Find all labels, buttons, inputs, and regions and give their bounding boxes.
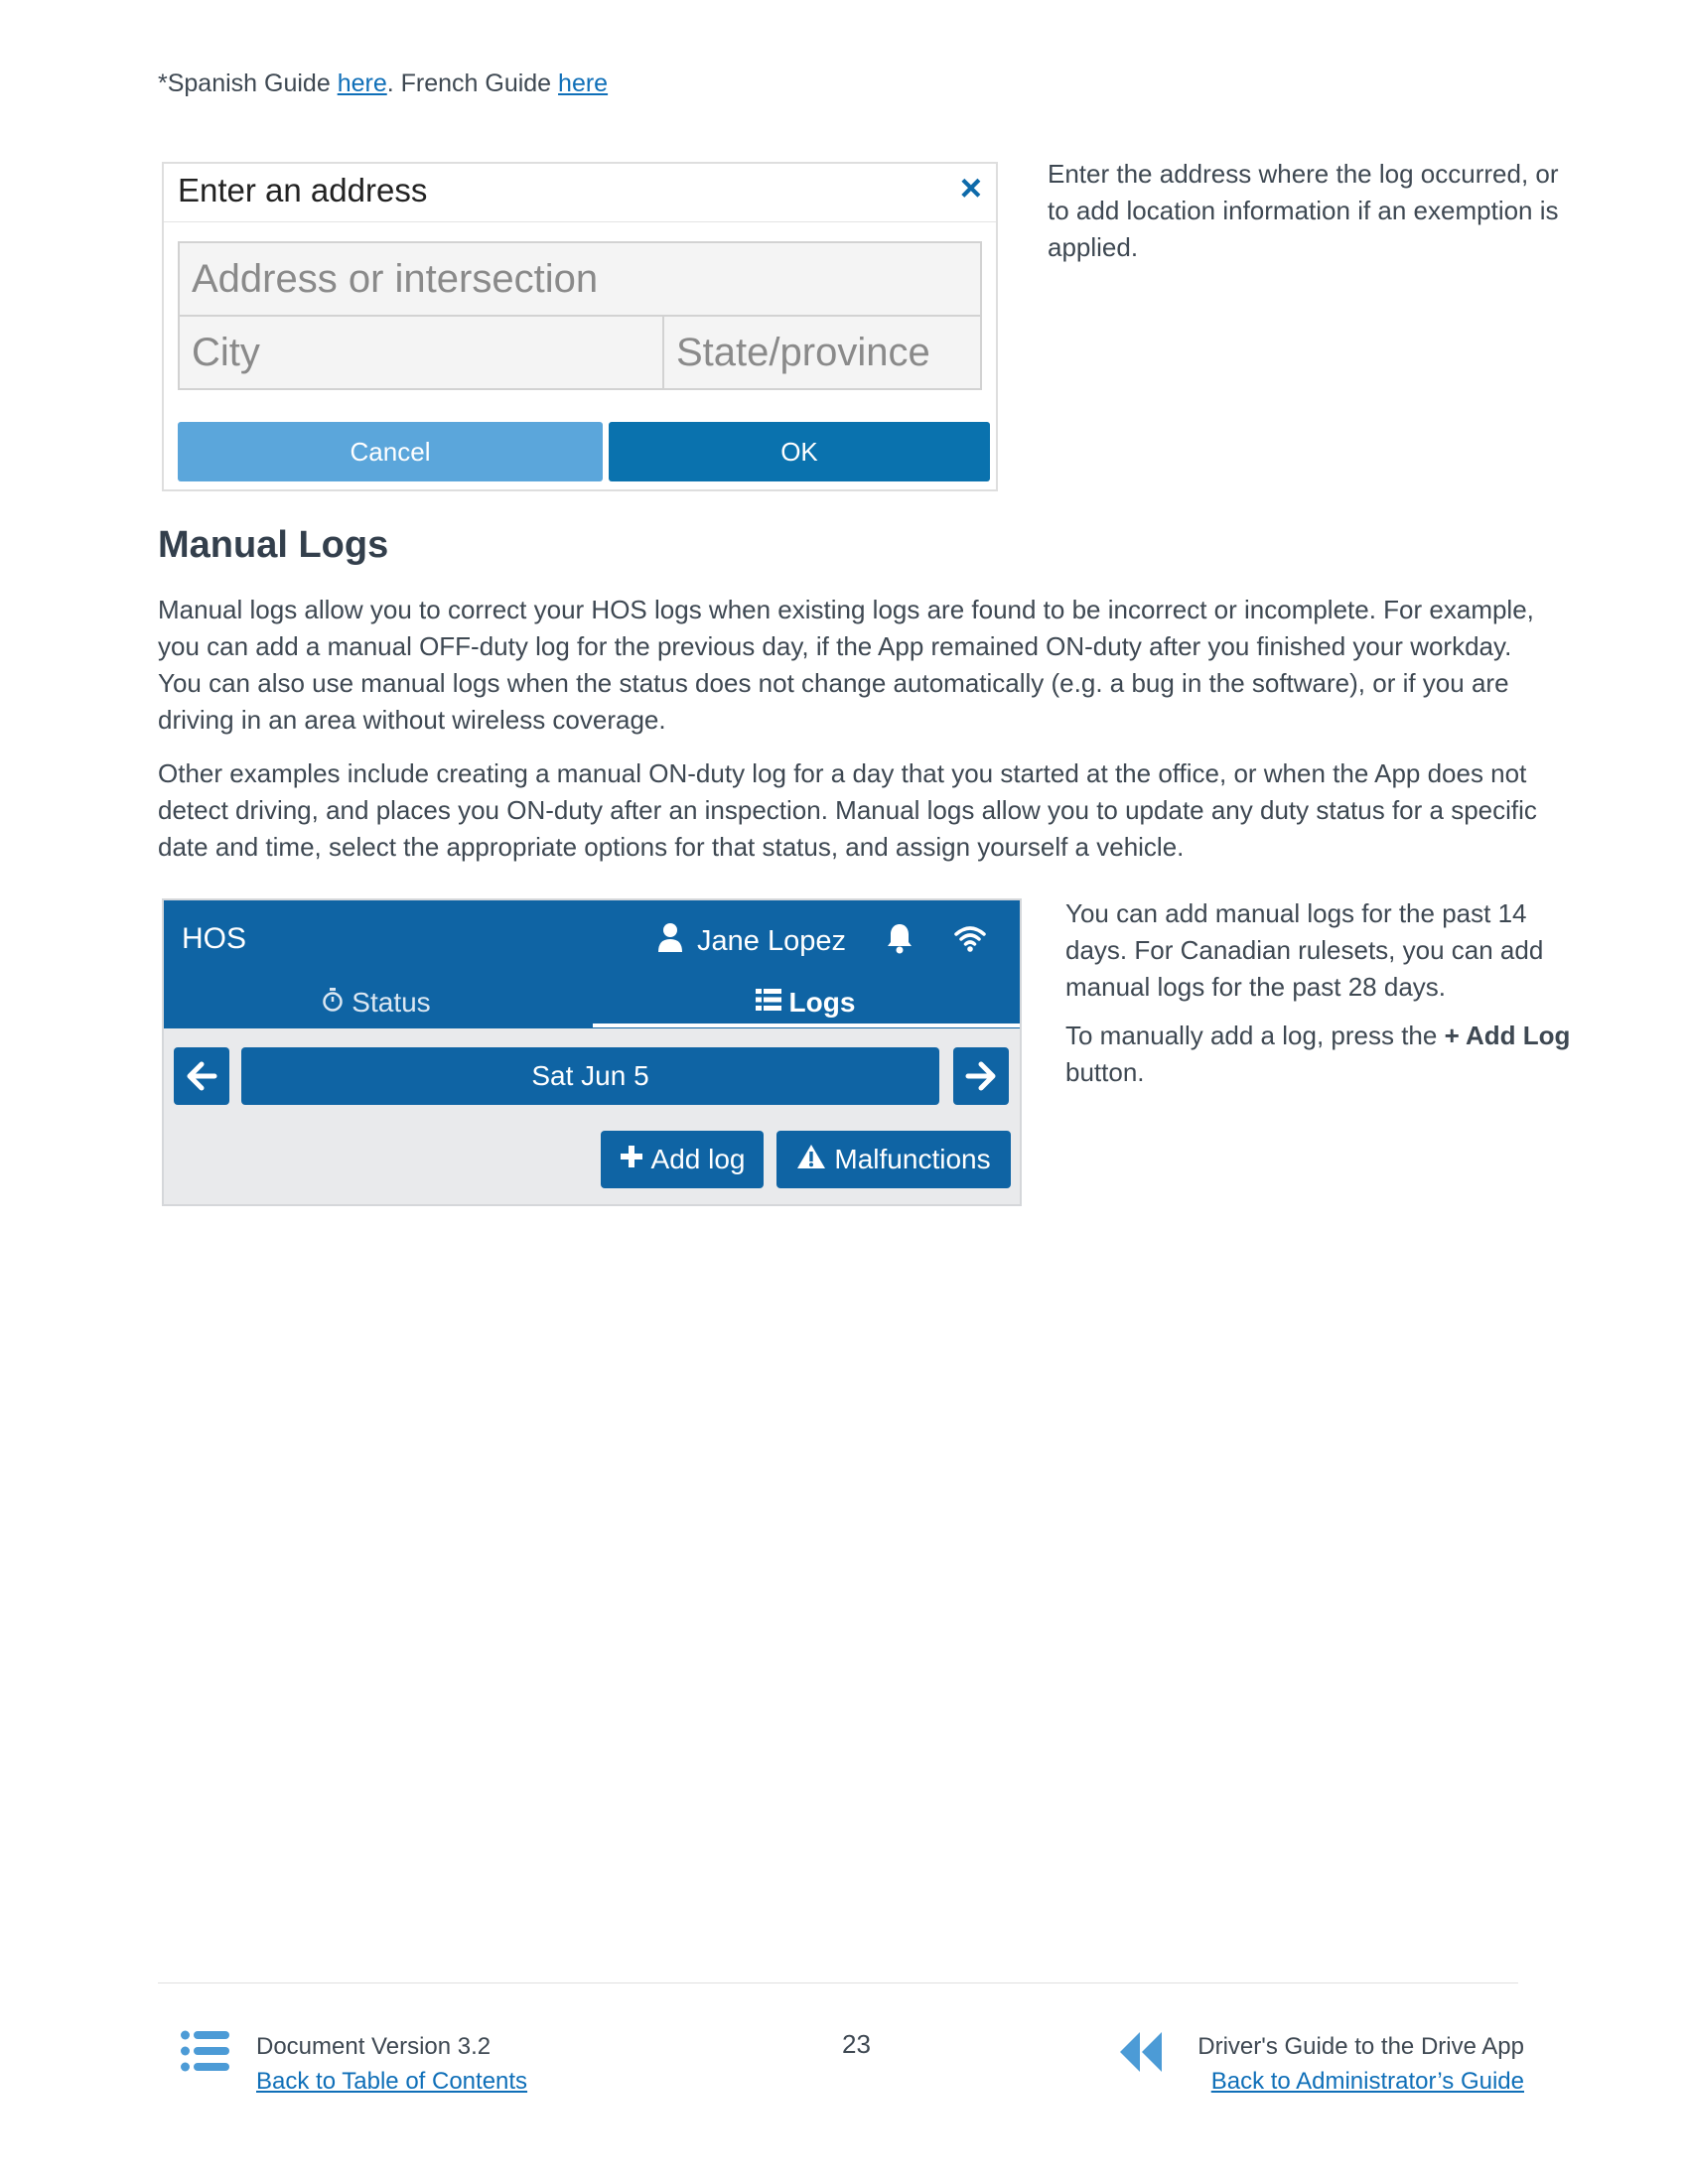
address-dialog-title: Enter an address: [178, 172, 428, 208]
user-icon: [657, 922, 683, 960]
paragraph: Manual logs allow you to correct your HOS logs when existing logs are found to be incorrect or incomplete. For example, you can add a manual OFF-duty log for the previous day, if the App remained ON-duty after you finished your workday. You can also use manual logs when the status does not change automatically (e.g. a bug in the software), or if you are driving in an area without wireless coverage.: [158, 595, 1534, 735]
spanish-guide-link[interactable]: here: [337, 69, 387, 97]
instruction-bold: + Add Log: [1444, 1021, 1571, 1050]
add-log-button[interactable]: [601, 1131, 764, 1188]
state-province-input[interactable]: State/province: [662, 315, 982, 390]
back-to-admin-guide-link[interactable]: Back to Administrator’s Guide: [1210, 2068, 1524, 2095]
table-of-contents-icon[interactable]: [181, 2030, 230, 2077]
back-to-toc-link[interactable]: Back to Table of Contents: [256, 2068, 528, 2095]
address-dialog-description: Enter the address where the log occurred, or to add location information if an exemption is applied.: [1048, 159, 1559, 262]
malfunctions-button[interactable]: [776, 1131, 1011, 1188]
stopwatch-icon: [322, 987, 344, 1020]
manual-logs-days-text: You can add manual logs for the past 14 days. For Canadian rulesets, you can add manual logs for the past 28 days.: [1065, 898, 1544, 1002]
rewind-back-icon[interactable]: [1118, 2030, 1164, 2079]
spanish-guide-text: *Spanish Guide: [158, 69, 338, 97]
list-icon: [756, 987, 781, 1019]
address-dialog-header: [164, 164, 996, 222]
hos-title: HOS: [182, 922, 247, 955]
close-icon[interactable]: ×: [959, 168, 982, 209]
ok-button[interactable]: OK: [609, 422, 990, 481]
paragraph: Other examples include creating a manual ON-duty log for a day that you started at the office, or when the App does not detect driving, and places you ON-duty after an inspection. Manual logs allow you to update any duty status for a specific date and time, select the appropriate options for that status, and assign yourself a vehicle.: [158, 758, 1537, 862]
plus-icon: [620, 1144, 643, 1175]
tab-logs-label: Logs: [788, 987, 856, 1018]
tab-status[interactable]: [164, 978, 589, 1027]
next-day-button[interactable]: [953, 1047, 1009, 1105]
malfunctions-label: Malfunctions: [834, 1144, 991, 1174]
address-input[interactable]: Address or intersection: [178, 241, 982, 317]
wifi-icon: [954, 924, 986, 957]
user-name: Jane Lopez: [697, 924, 846, 957]
french-guide-link[interactable]: here: [558, 69, 609, 97]
footer-left: [256, 2029, 527, 2099]
section-title: Manual Logs: [158, 524, 389, 566]
hos-logs-screen: [162, 898, 1022, 1206]
french-guide-text: . French Guide: [386, 69, 559, 97]
footer-right: [1182, 2029, 1524, 2099]
add-log-label: Add log: [650, 1144, 746, 1174]
document-version: Document Version 3.2: [256, 2033, 492, 2060]
instruction-prefix: To manually add a log, press the: [1065, 1021, 1445, 1050]
arrow-right-icon: [965, 1061, 997, 1091]
tab-status-label: Status: [352, 987, 431, 1018]
manual-logs-instruction: [1065, 1018, 1572, 1091]
tab-logs[interactable]: [591, 978, 1020, 1027]
date-selector[interactable]: Sat Jun 5: [241, 1047, 939, 1105]
arrow-left-icon: [186, 1061, 217, 1091]
page-number: 23: [842, 2029, 871, 2059]
instruction-suffix: button.: [1065, 1057, 1145, 1087]
cancel-button[interactable]: Cancel: [178, 422, 603, 481]
hos-header-bar: [164, 900, 1020, 1028]
guide-title: Driver's Guide to the Drive App: [1197, 2033, 1524, 2060]
previous-day-button[interactable]: [174, 1047, 229, 1105]
user-menu[interactable]: [657, 922, 846, 960]
address-dialog: [162, 162, 998, 491]
language-guides-line: [158, 69, 608, 98]
city-input[interactable]: City: [178, 315, 664, 390]
bell-icon[interactable]: [886, 922, 914, 959]
manual-logs-description: [1065, 895, 1572, 1103]
warning-icon: [796, 1144, 826, 1176]
active-tab-indicator: [593, 1024, 1020, 1027]
footer-divider: [158, 1982, 1518, 1983]
